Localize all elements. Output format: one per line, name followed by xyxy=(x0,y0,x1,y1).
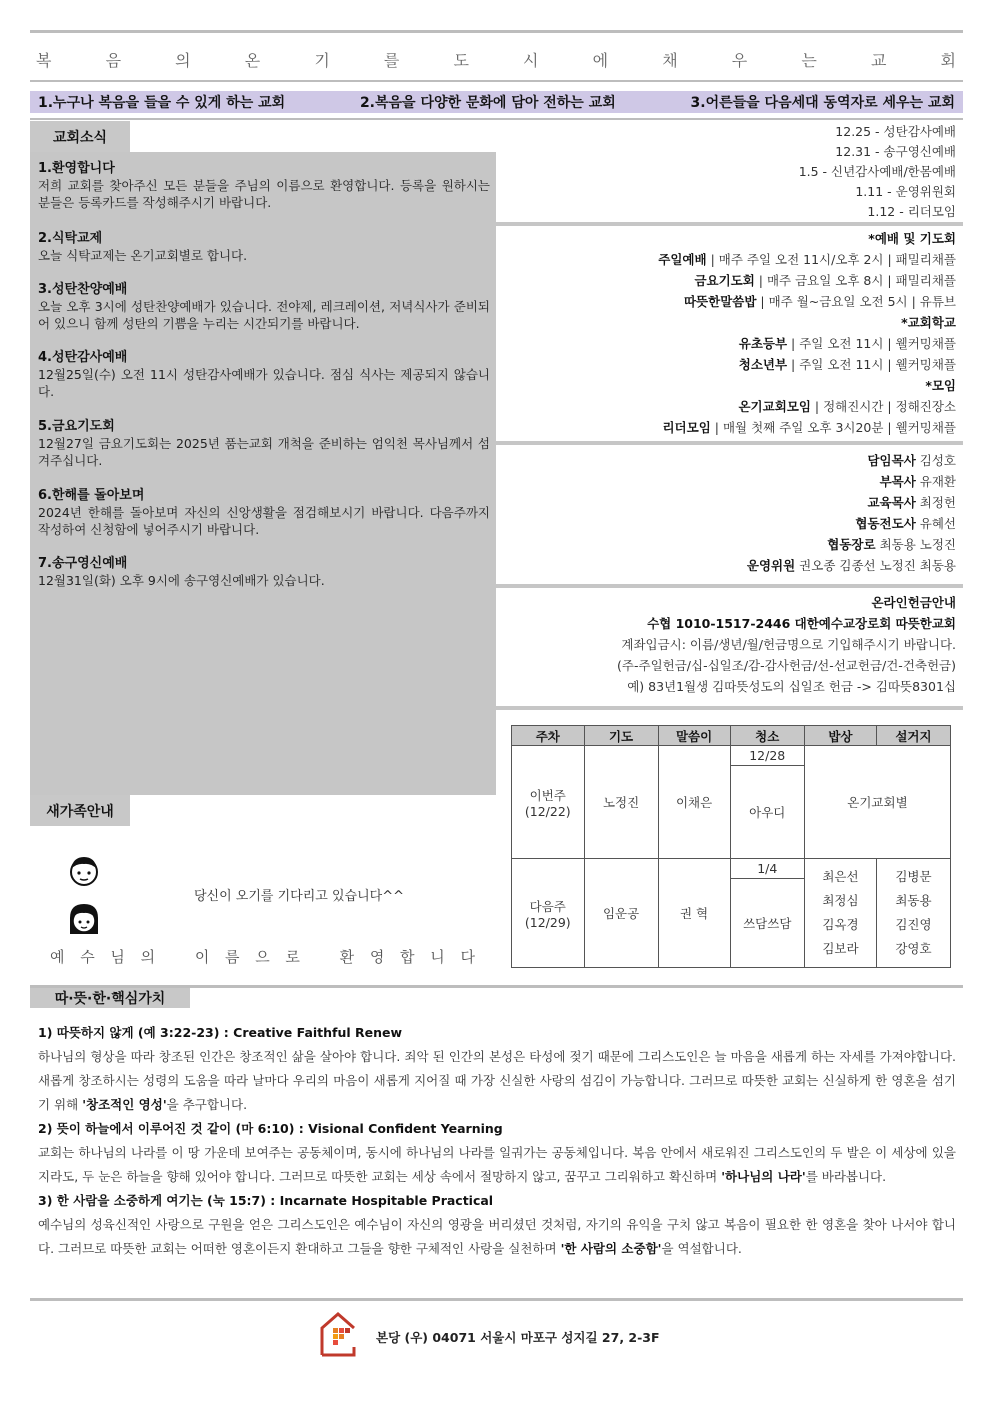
offering-account: 수협 1010-1517-2446 대한예수교장로회 따뜻한교회 xyxy=(647,616,956,631)
worship-detail: | 매주 월~금요일 오전 5시 | 유튜브 xyxy=(756,294,956,309)
motto-rule xyxy=(30,118,963,120)
news-body: 오늘 식탁교제는 온기교회별로 합니다. xyxy=(38,248,248,263)
offering-info xyxy=(500,592,956,697)
motto-1: 1.누구나 복음을 들을 수 있게 하는 교회 xyxy=(38,95,286,111)
duty-table xyxy=(511,725,951,968)
reader-cell: 권 혁 xyxy=(658,859,730,968)
staff-role: 운영위원 xyxy=(746,558,796,573)
staff-role: 협동전도사 xyxy=(855,516,916,531)
schedule-list xyxy=(500,122,956,222)
church-logo-icon xyxy=(318,1311,358,1357)
week-label: 다음주 xyxy=(529,898,566,914)
worship-list xyxy=(500,228,956,438)
tagline-char: 도 xyxy=(453,51,469,70)
value-body xyxy=(38,1045,956,1117)
table-row xyxy=(512,746,951,766)
worship-name: 금요기도회 xyxy=(694,273,755,288)
week-cell xyxy=(512,859,585,968)
worship-row xyxy=(500,333,956,354)
news-body: 저희 교회를 찾아주신 모든 분들을 주님의 이름으로 환영합니다. 등록을 원하시는 분들은 등록카드를 작성해주시기 바랍니다. xyxy=(38,178,490,210)
worship-name: 유초등부 xyxy=(738,336,788,351)
welcome-char: 이 xyxy=(194,948,210,966)
welcome-char: 로 xyxy=(285,948,300,966)
worship-detail: | 매주 주일 오전 11시/오후 2시 | 패밀리채플 xyxy=(706,252,956,267)
schedule-item: 12.31 - 송구영신예배 xyxy=(835,144,956,159)
col-header: 청소 xyxy=(730,726,804,746)
welcome-line xyxy=(50,946,475,967)
dish-name: 김진영 xyxy=(895,917,932,932)
news-title: 6.한해를 돌아보며 xyxy=(38,488,145,503)
worship-row xyxy=(500,417,956,438)
news-body: 2024년 한해를 돌아보며 자신의 신앙생활을 점검해보시기 바랍니다. 다음주까지 작성하여 신청함에 넣어주시기 바랍니다. xyxy=(38,505,490,537)
news-item xyxy=(38,160,490,211)
staff-names: 최정헌 xyxy=(915,495,956,510)
worship-row xyxy=(500,396,956,417)
divider xyxy=(496,706,963,710)
welcome-char: 으 xyxy=(255,948,270,966)
value-heading: 3) 한 사람을 소중하게 여기는 (눅 15:7) : Incarnate Hospitable Practical xyxy=(38,1193,494,1208)
divider xyxy=(496,441,963,445)
value-text: 을 역설합니다. xyxy=(661,1241,742,1256)
tagline-char: 시 xyxy=(523,51,539,70)
news-panel xyxy=(30,152,496,795)
worship-name: 따뜻한말씀밥 xyxy=(683,294,757,309)
worship-detail: | 주일 오전 11시 | 웰커밍채플 xyxy=(787,357,956,372)
news-title: 7.송구영신예배 xyxy=(38,556,128,571)
value-text: 하나님의 형상을 따라 창조된 인간은 창조적인 삶을 살아야 합니다. 죄악 된 인간의 본성은 타성에 젖기 때문에 그리스도인은 늘 마음을 새롭게 하는 자세를 가져야합니다. 새롭게 창조하시는 성령의 도움을 따라 날마다 우리의 마음이 새롭게 지어질 때 가장 신실한 사랑의 섬김이 가능합니다. 그러므로 따뜻한 교회는 신실하게 한 영혼을 섬기기 위해 xyxy=(38,1049,956,1112)
top-rule xyxy=(30,30,963,33)
worship-heading-text: *모임 xyxy=(925,378,956,393)
motto-bar xyxy=(30,91,963,113)
value-emphasis: '하나님의 나라' xyxy=(721,1169,806,1184)
offering-title: 온라인헌금안내 xyxy=(871,595,956,610)
news-title: 5.금요기도회 xyxy=(38,419,115,434)
worship-detail: | 주일 오전 11시 | 웰커밍채플 xyxy=(787,336,956,351)
table-row xyxy=(512,859,951,879)
news-title: 1.환영합니다 xyxy=(38,161,115,176)
news-item xyxy=(38,230,490,264)
worship-detail: | 매월 첫째 주일 오후 3시20분 | 웰커밍채플 xyxy=(710,420,956,435)
tagline-char: 교 xyxy=(870,51,887,70)
welcome-char: 님 xyxy=(110,948,125,966)
staff-role: 담임목사 xyxy=(867,453,916,468)
tagline-char: 는 xyxy=(801,51,817,70)
dish-name: 최동용 xyxy=(895,893,932,908)
meal-name: 김옥경 xyxy=(822,917,859,932)
dish-name: 강영호 xyxy=(895,941,932,956)
news-title: 4.성탄감사예배 xyxy=(38,350,128,365)
dish-cell xyxy=(876,859,950,968)
value-heading: 2) 뜻이 하늘에서 이루어진 것 같이 (마 6:10) : Visional Confident Yearning xyxy=(38,1121,503,1136)
schedule-item: 1.5 - 신년감사예배/한몸예배 xyxy=(798,164,956,179)
footer-address: 본당 (우) 04071 서울시 마포구 성지길 27, 2-3F xyxy=(376,1330,660,1345)
staff-row xyxy=(500,471,956,492)
worship-heading-text: *예배 및 기도회 xyxy=(868,231,956,246)
news-label: 교회소식 xyxy=(30,121,130,152)
staff-names: 유재환 xyxy=(915,474,956,489)
value-text: 예수님의 성육신적인 사랑으로 구원을 얻은 그리스도인은 예수님이 자신의 영광을 버리셨던 것처럼, 자기의 유익을 구치 않고 복음이 필요한 한 영혼을 찾아 나서야 합니다. 그러므로 따뜻한 교회는 어떠한 영혼이든지 환대하고 그들을 향한 구체적인 사랑을 실천하며 xyxy=(38,1217,956,1256)
staff-row xyxy=(500,534,956,555)
worship-heading xyxy=(500,228,956,249)
news-item xyxy=(38,487,490,538)
worship-name: 온기교회모임 xyxy=(738,399,811,414)
tagline-char: 복 xyxy=(36,51,52,70)
week-date: (12/22) xyxy=(524,803,571,819)
worship-row xyxy=(500,270,956,291)
worship-name: 리더모임 xyxy=(662,420,711,435)
welcome-char: 합 xyxy=(400,948,415,966)
tagline-char: 의 xyxy=(175,51,191,70)
news-body: 12월31일(화) 오후 9시에 송구영신예배가 있습니다. xyxy=(38,573,325,588)
worship-heading xyxy=(500,312,956,333)
prayer-cell: 노정진 xyxy=(584,746,658,859)
staff-row xyxy=(500,492,956,513)
welcome-char: 다 xyxy=(460,948,475,966)
worship-name: 청소년부 xyxy=(738,357,788,372)
core-values xyxy=(38,1021,956,1261)
tagline-rule xyxy=(30,80,963,82)
worship-name: 주일예배 xyxy=(658,252,707,267)
schedule-item: 1.11 - 운영위원회 xyxy=(855,184,956,199)
core-label: 따·뜻·한·핵심가치 xyxy=(30,988,190,1008)
welcome-char: 환 xyxy=(339,948,355,966)
col-header: 밥상 xyxy=(804,726,876,746)
table-header-row xyxy=(512,726,951,746)
staff-row xyxy=(500,513,956,534)
welcome-char: 의 xyxy=(140,948,156,966)
week-date: (12/29) xyxy=(524,914,571,930)
offering-account-row xyxy=(500,613,956,634)
staff-row xyxy=(500,555,956,576)
prayer-cell: 임운공 xyxy=(584,859,658,968)
news-title: 2.식탁교제 xyxy=(38,231,103,246)
worship-row xyxy=(500,354,956,375)
worship-detail: | 매주 금요일 오후 8시 | 패밀리채플 xyxy=(754,273,956,288)
news-body: 12월25일(수) 오전 11시 성탄감사예배가 있습니다. 점심 식사는 제공되지 않습니다. xyxy=(38,367,490,399)
week-cell xyxy=(512,746,585,859)
value-text: 을 추구합니다. xyxy=(166,1097,248,1112)
motto-2: 2.복음을 다양한 문화에 담아 전하는 교회 xyxy=(359,95,616,111)
week-label: 이번주 xyxy=(529,787,566,803)
worship-heading xyxy=(500,375,956,396)
newcomer-label: 새가족안내 xyxy=(30,795,130,826)
bottom-rule xyxy=(30,1298,963,1301)
news-title: 3.성탄찬양예배 xyxy=(38,282,128,297)
tagline-char: 음 xyxy=(105,51,122,70)
schedule-item: 1.12 - 리더모임 xyxy=(867,204,956,219)
newcomer-message: 당신이 오기를 기다리고 있습니다^^ xyxy=(194,889,404,904)
reader-cell: 이채은 xyxy=(658,746,730,859)
col-header: 기도 xyxy=(584,726,658,746)
tagline-char: 기 xyxy=(314,51,330,70)
worship-detail: | 정해진시간 | 정해진장소 xyxy=(810,399,956,414)
welcome-char: 영 xyxy=(369,948,385,966)
value-heading: 1) 따뜻하지 않게 (예 3:22-23) : Creative Faithful Renew xyxy=(38,1025,403,1040)
value-body xyxy=(38,1141,956,1189)
schedule-item: 12.25 - 성탄감사예배 xyxy=(835,124,956,139)
staff-names: 최동용 노정진 xyxy=(875,537,956,552)
welcome-char: 니 xyxy=(430,948,445,966)
woman-icon xyxy=(65,900,103,938)
meal-name: 최은선 xyxy=(822,869,859,884)
tagline-char: 온 xyxy=(244,51,261,70)
worship-row xyxy=(500,291,956,312)
welcome-char: 름 xyxy=(225,948,240,966)
divider xyxy=(496,584,963,588)
col-header: 주차 xyxy=(512,726,585,746)
staff-names: 권오종 김종선 노정진 최동용 xyxy=(795,558,956,573)
value-emphasis: '한 사람의 소중함' xyxy=(560,1241,662,1256)
offering-title-row xyxy=(500,592,956,613)
staff-role: 협동장로 xyxy=(827,537,876,552)
clean-date-cell: 1/4 xyxy=(730,859,804,879)
dish-name: 김병문 xyxy=(895,869,932,884)
news-item xyxy=(38,349,490,400)
meal-name: 최정심 xyxy=(822,893,859,908)
tagline xyxy=(36,48,956,72)
meal-cell xyxy=(804,859,876,968)
clean-cell: 쓰담쓰담 xyxy=(730,879,804,968)
tagline-char: 에 xyxy=(592,51,609,70)
meal-cell: 온기교회별 xyxy=(804,746,950,859)
col-header: 설거지 xyxy=(876,726,950,746)
tagline-char: 를 xyxy=(383,51,400,70)
clean-cell: 아우디 xyxy=(730,766,804,859)
staff-role: 부목사 xyxy=(879,474,916,489)
staff-role: 교육목사 xyxy=(867,495,916,510)
meal-name: 김보라 xyxy=(822,941,859,956)
news-item xyxy=(38,418,490,469)
value-emphasis: '창조적인 영성' xyxy=(82,1097,167,1112)
value-text: 를 바라봅니다. xyxy=(805,1169,887,1184)
news-body: 오늘 오후 3시에 성탄찬양예배가 있습니다. 전야제, 레크레이션, 저녁식사가 준비되어 있으니 함께 성탄의 기쁨을 누리는 시간되기를 바랍니다. xyxy=(38,299,490,331)
staff-names: 김성호 xyxy=(915,453,956,468)
offering-note: 예) 83년1월생 김따뜻성도의 십일조 헌금 -> 김따뜻8301십 xyxy=(627,679,956,694)
value-text: 교회는 하나님의 나라를 이 땅 가운데 보여주는 공동체이며, 동시에 하나님의 나라를 일궈가는 공동체입니다. 복음 안에서 새로워진 그리스도인의 두 발은 이 세상에 있을 지라도, 두 눈은 하늘을 향해 있어야 합니다. 그러므로 따뜻한 교회는 세상 속에서 절망하지 않고, 꿈꾸고 그리워하고 확신하며 xyxy=(38,1145,956,1184)
news-item xyxy=(38,281,490,332)
staff-names: 유혜선 xyxy=(915,516,956,531)
news-body: 12월27일 금요기도회는 2025년 품는교회 개척을 준비하는 엄익천 목사님께서 섬겨주십니다. xyxy=(38,436,490,468)
tagline-char: 우 xyxy=(731,51,748,70)
clean-date-cell: 12/28 xyxy=(730,746,804,766)
man-icon xyxy=(67,852,101,888)
staff-row xyxy=(500,450,956,471)
motto-3: 3.어른들을 다음세대 동역자로 세우는 교회 xyxy=(690,95,955,111)
tagline-char: 회 xyxy=(940,51,956,70)
worship-row xyxy=(500,249,956,270)
tagline-char: 채 xyxy=(662,51,678,70)
offering-note: (주-주일헌금/십-십일조/감-감사헌금/선-선교헌금/건-건축헌금) xyxy=(617,658,956,673)
value-body xyxy=(38,1213,956,1261)
col-header: 말씀이 xyxy=(658,726,730,746)
offering-note: 계좌입금시: 이름/생년/월/헌금명으로 기입해주시기 바랍니다. xyxy=(621,637,956,652)
divider xyxy=(496,222,963,226)
staff-list xyxy=(500,450,956,576)
news-item xyxy=(38,555,490,589)
welcome-char: 수 xyxy=(80,948,95,966)
welcome-char: 예 xyxy=(50,948,65,966)
worship-heading-text: *교회학교 xyxy=(901,315,956,330)
